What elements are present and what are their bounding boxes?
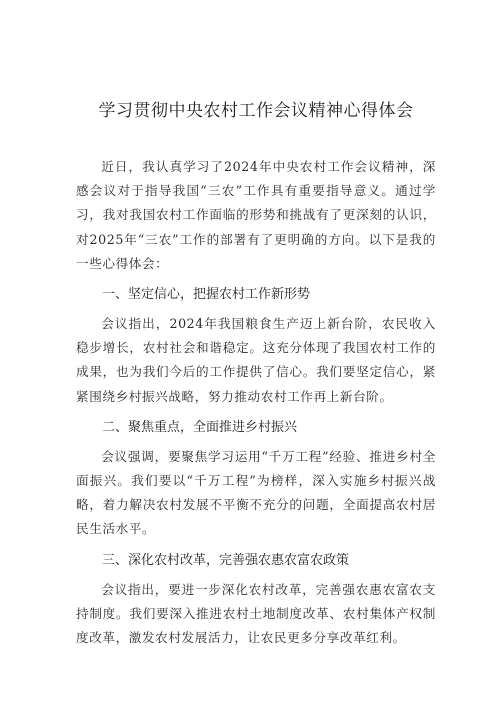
- document-title: 学习贯彻中央农村工作会议精神心得体会: [98, 101, 414, 121]
- intro-paragraph: 近日，我认真学习了2024年中央农村工作会议精神，深感会议对于指导我国“三农”工作具有重要指导意义。通过学习，我对我国农村工作面临的形势和挑战有了更深刻的认识，对2025年“三农”工作的部署有了更明确的方向。以下是我的一些心得体会：: [76, 159, 436, 271]
- section-2-paragraph: 会议强调，要聚焦学习运用“千万工程”经验、推进乡村全面振兴。我们要以“千万工程”为榜样，深入实施乡村振兴战略，着力解决农村发展不平衡不充分的问题，全面提高农村居民生活水平。: [76, 448, 436, 537]
- section-1-heading: 一、坚定信心，把握农村工作新形势: [102, 287, 311, 303]
- section-3-heading: 三、深化农村改革，完善强农惠农富农政策: [102, 552, 350, 568]
- section-2-heading: 二、聚焦重点，全面推进乡村振兴: [102, 419, 298, 435]
- section-1-paragraph: 会议指出，2024年我国粮食生产迈上新台阶，农民收入稳步增长，农村社会和谐稳定。这充分体现了我国农村工作的成果，也为我们今后的工作提供了信心。我们要坚定信心，紧紧围绕乡村振兴战略，努力推动农村工作再上新台阶。: [76, 316, 436, 404]
- section-3-paragraph: 会议指出，要进一步深化农村改革，完善强农惠农富农支持制度。我们要深入推进农村土地制度改革、农村集体产权制度改革，激发农村发展活力，让农民更多分享改革红利。: [76, 581, 436, 646]
